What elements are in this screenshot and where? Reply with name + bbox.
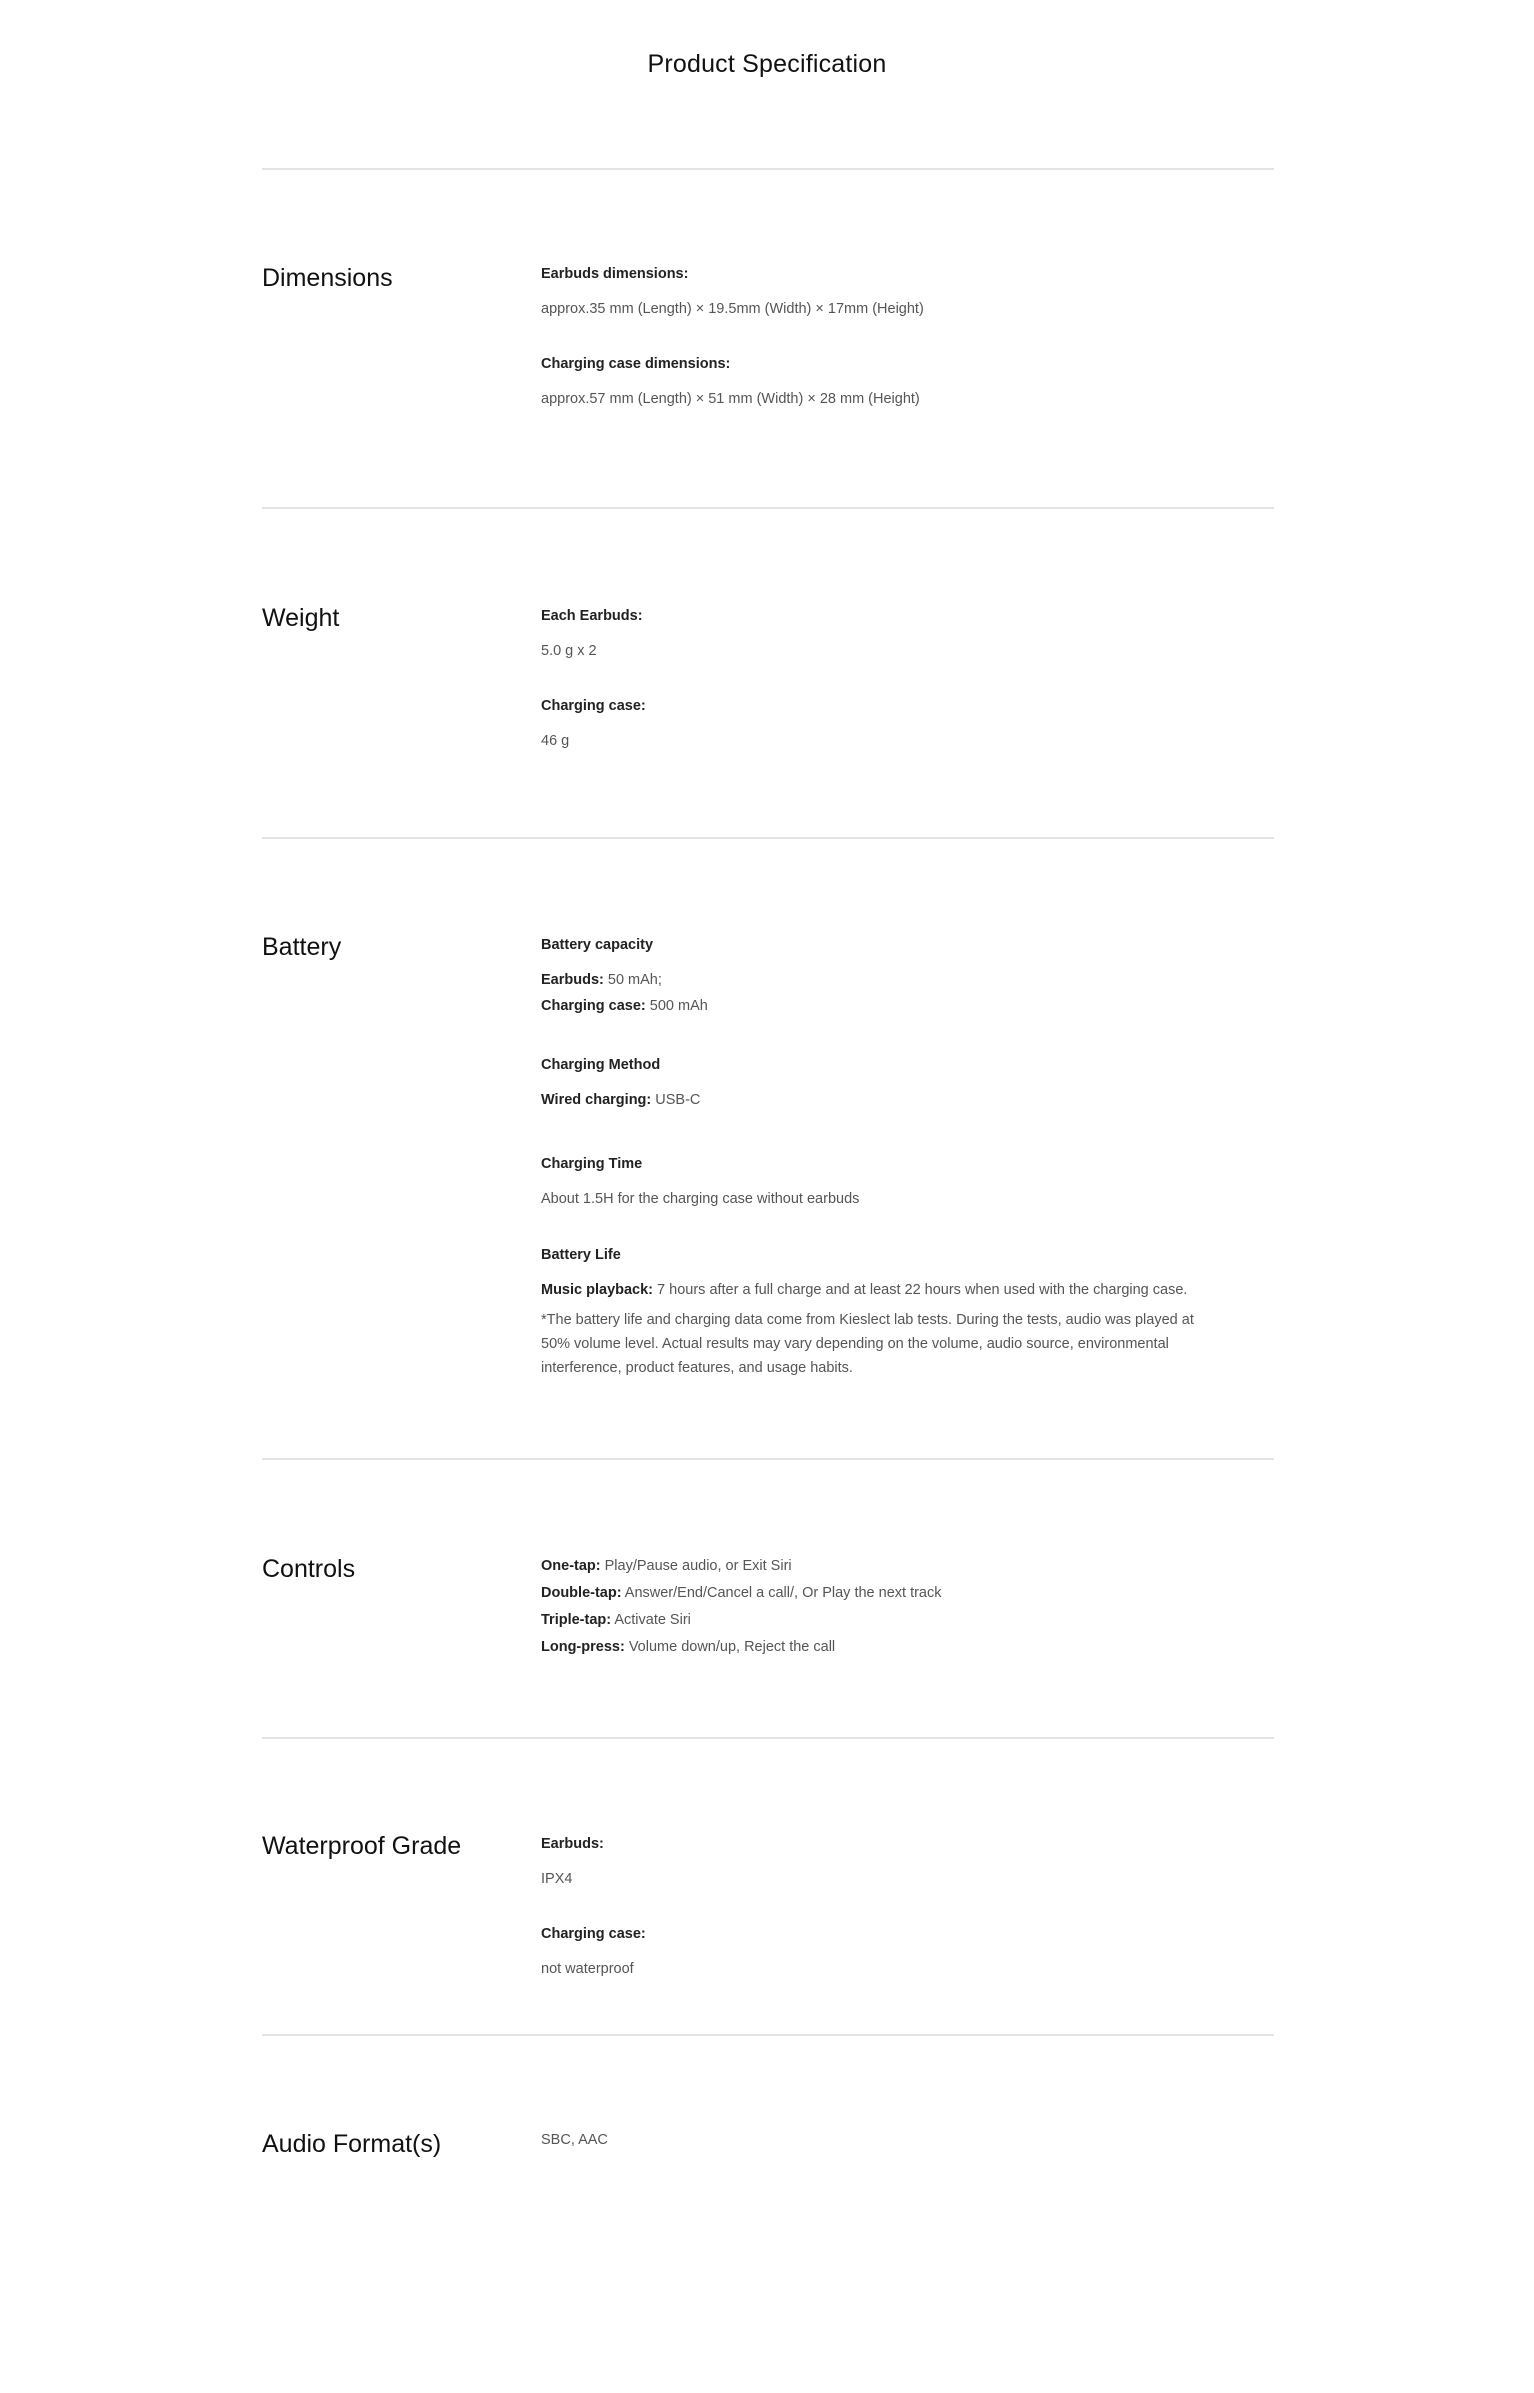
- control-value: Activate Siri: [614, 1612, 691, 1628]
- divider: [262, 1458, 1274, 1460]
- capacity-case-label: Charging case:: [541, 998, 646, 1014]
- waterproof-content: [541, 1834, 1241, 1979]
- earbuds-weight-value: 5.0 g x 2: [541, 643, 597, 659]
- battery-life-music: [541, 1280, 1241, 1300]
- page-title: Product Specification: [647, 50, 887, 78]
- life-music-value: 7 hours after a full charge and at least 22 hours when used with the charging case.: [657, 1282, 1188, 1298]
- earbuds-dimensions-label: Earbuds dimensions:: [541, 266, 689, 282]
- control-label: Long-press:: [541, 1639, 625, 1655]
- control-label: One-tap:: [541, 1558, 601, 1574]
- battery-content: [541, 935, 1241, 1380]
- charging-method-label: Charging Method: [541, 1057, 661, 1073]
- charging-time-value: About 1.5H for the charging case without earbuds: [541, 1191, 860, 1207]
- divider: [262, 168, 1274, 170]
- method-wired-label: Wired charging:: [541, 1092, 652, 1108]
- earbuds-dimensions-value: approx.35 mm (Length) × 19.5mm (Width) × 17mm (Height): [541, 301, 924, 317]
- capacity-earbuds-label: Earbuds:: [541, 972, 604, 988]
- charging-time-label: Charging Time: [541, 1156, 643, 1172]
- section-title-battery: Battery: [262, 933, 342, 961]
- battery-capacity-case: [541, 996, 1241, 1016]
- dimensions-content: [541, 264, 1241, 409]
- control-row: [541, 1607, 1241, 1634]
- section-title-audio: Audio Format(s): [262, 2130, 442, 2158]
- charging-method-wired: [541, 1090, 1241, 1110]
- capacity-case-value: 500 mAh: [649, 998, 708, 1014]
- divider: [262, 507, 1274, 509]
- waterproof-earbuds-value: IPX4: [541, 1871, 573, 1887]
- control-value: Volume down/up, Reject the call: [628, 1639, 836, 1655]
- control-row: [541, 1580, 1241, 1607]
- audio-content: [541, 2130, 1241, 2150]
- section-title-dimensions: Dimensions: [262, 264, 393, 292]
- capacity-earbuds-value: 50 mAh;: [607, 972, 662, 988]
- audio-format-value: SBC, AAC: [541, 2132, 608, 2148]
- case-dimensions-label: Charging case dimensions:: [541, 356, 731, 372]
- section-title-controls: Controls: [262, 1555, 356, 1583]
- controls-content: [541, 1553, 1241, 1661]
- control-row: [541, 1634, 1241, 1661]
- life-music-label: Music playback:: [541, 1282, 654, 1298]
- control-label: Triple-tap:: [541, 1612, 612, 1628]
- section-title-waterproof: Waterproof Grade: [262, 1832, 462, 1860]
- battery-capacity-earbuds: [541, 970, 1241, 990]
- method-wired-value: USB-C: [655, 1092, 701, 1108]
- control-row: [541, 1553, 1241, 1580]
- divider: [262, 837, 1274, 839]
- weight-content: [541, 606, 1241, 751]
- control-value: Answer/End/Cancel a call/, Or Play the next track: [624, 1585, 942, 1601]
- case-weight-label: Charging case:: [541, 698, 646, 714]
- waterproof-case-value: not waterproof: [541, 1961, 634, 1977]
- control-label: Double-tap:: [541, 1585, 622, 1601]
- earbuds-weight-label: Each Earbuds:: [541, 608, 643, 624]
- waterproof-case-label: Charging case:: [541, 1926, 646, 1942]
- battery-life-note: *The battery life and charging data come from Kieslect lab tests. During the tests, audio was played at 50% volume level. Actual results may vary depending on the volume, audio source, environmental interference, product features, and usage habits.: [541, 1312, 1194, 1376]
- battery-life-label: Battery Life: [541, 1247, 621, 1263]
- case-dimensions-value: approx.57 mm (Length) × 51 mm (Width) × 28 mm (Height): [541, 391, 920, 407]
- divider: [262, 2034, 1274, 2036]
- case-weight-value: 46 g: [541, 733, 570, 749]
- waterproof-earbuds-label: Earbuds:: [541, 1836, 604, 1852]
- section-title-weight: Weight: [262, 604, 340, 632]
- battery-capacity-label: Battery capacity: [541, 937, 654, 953]
- divider: [262, 1737, 1274, 1739]
- control-value: Play/Pause audio, or Exit Siri: [604, 1558, 792, 1574]
